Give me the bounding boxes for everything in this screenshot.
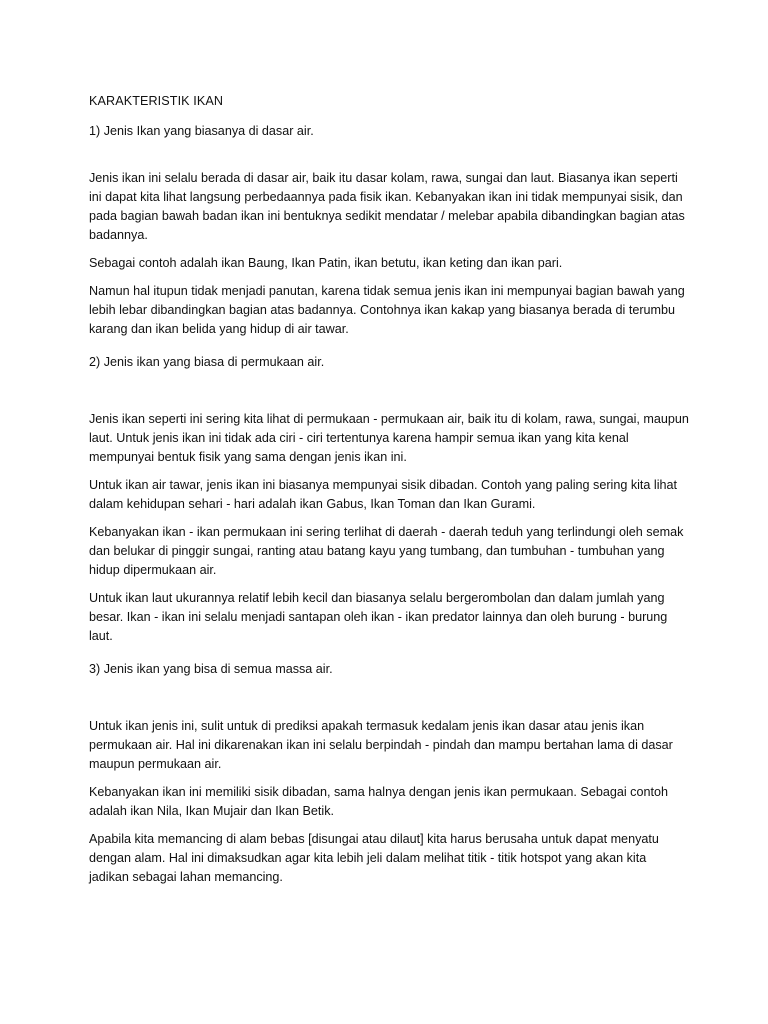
paragraph: Untuk ikan jenis ini, sulit untuk di prediksi apakah termasuk kedalam jenis ikan dasar atau jenis ikan permukaan air. Hal ini dikarenakan ikan ini selalu berpindah - pindah dan mampu bertahan lama di dasar maupun permukaan air. [89,719,673,771]
paragraph: Apabila kita memancing di alam bebas [disungai atau dilaut] kita harus berusaha untuk dapat menyatu dengan alam. Hal ini dimaksudkan agar kita lebih jeli dalam melihat titik - titik hotspot yang akan kita jadikan sebagai lahan memancing. [89,832,659,884]
paragraph: Untuk ikan laut ukurannya relatif lebih kecil dan biasanya selalu bergerombolan dan dalam jumlah yang besar. Ikan - ikan ini selalu menjadi santapan oleh ikan - ikan predator lainnya dan oleh burung - burung laut. [89,591,668,643]
section-heading: 1) Jenis Ikan yang biasanya di dasar air. [89,124,314,138]
paragraph: Jenis ikan seperti ini sering kita lihat di permukaan - permukaan air, baik itu di kolam, rawa, sungai, maupun laut. Untuk jenis ikan ini tidak ada ciri - ciri tertentunya karena hampir semua ikan yang kita kenal mempunyai bentuk fisik yang sama dengan jenis ikan ini. [89,412,689,464]
section-heading: 3) Jenis ikan yang bisa di semua massa air. [89,662,333,676]
paragraph: Sebagai contoh adalah ikan Baung, Ikan Patin, ikan betutu, ikan keting dan ikan pari. [89,256,563,270]
paragraph: Jenis ikan ini selalu berada di dasar air, baik itu dasar kolam, rawa, sungai dan laut. Biasanya ikan seperti ini dapat kita lihat langsung perbedaannya pada fisik ikan. Kebanyakan ikan ini tidak mempunyai sisik, dan pada bagian bawah badan ikan ini bentuknya sedikit mendatar / melebar apabila dibandingkan bagian atas badannya. [89,171,685,242]
spacer [89,141,689,169]
document-title: KARAKTERISTIK IKAN [89,94,224,108]
spacer [89,372,689,410]
paragraph: Untuk ikan air tawar, jenis ikan ini biasanya mempunyai sisik dibadan. Contoh yang paling sering kita lihat dalam kehidupan sehari - hari adalah ikan Gabus, Ikan Toman dan Ikan Gurami. [89,478,678,511]
paragraph: Namun hal itupun tidak menjadi panutan, karena tidak semua jenis ikan ini mempunyai bagian bawah yang lebih lebar dibandingkan bagian atas badannya. Contohnya ikan kakap yang biasanya berada di terumbu karang dan ikan belida yang hidup di air tawar. [89,284,685,336]
document-page [89,92,689,896]
section-1 [89,122,689,339]
paragraph: Kebanyakan ikan - ikan permukaan ini sering terlihat di daerah - daerah teduh yang terlindungi oleh semak dan belukar di pinggir sungai, ranting atau batang kayu yang tumbang, dan tumbuhan - tumbuhan yang hidup dipermukaan air. [89,525,684,577]
section-3 [89,660,689,887]
spacer [89,679,689,717]
section-2 [89,353,689,646]
paragraph: Kebanyakan ikan ini memiliki sisik dibadan, sama halnya dengan jenis ikan permukaan. Sebagai contoh adalah ikan Nila, Ikan Mujair dan Ikan Betik. [89,785,668,818]
section-heading: 2) Jenis ikan yang biasa di permukaan air. [89,355,325,369]
